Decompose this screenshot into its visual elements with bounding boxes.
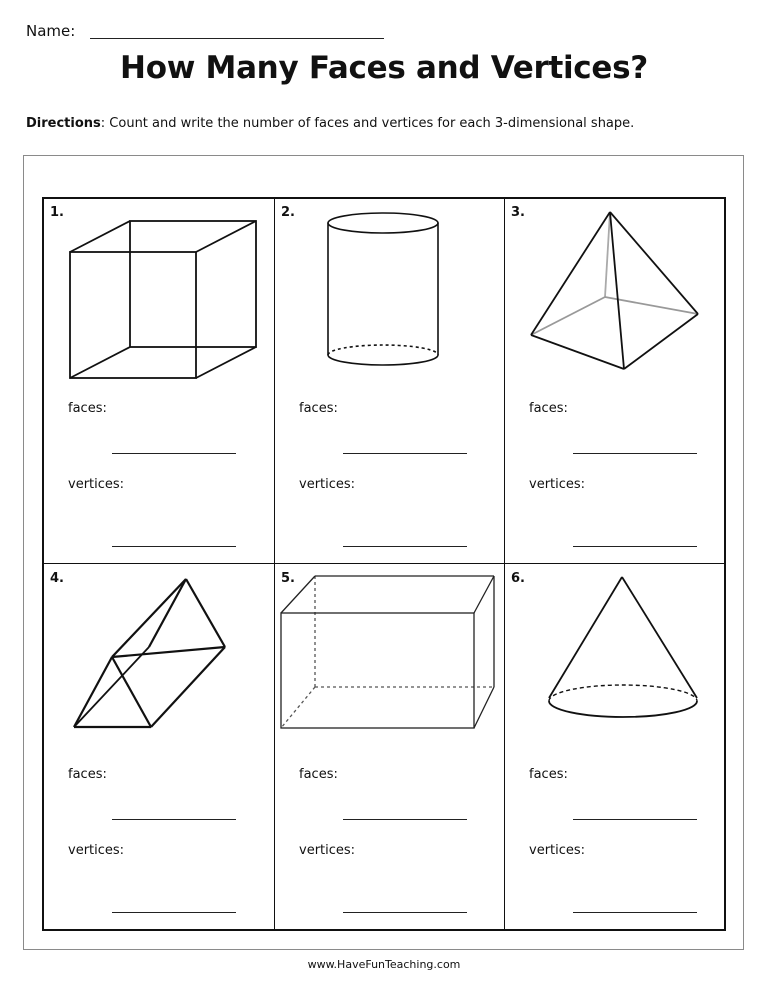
name-field[interactable] bbox=[90, 38, 384, 39]
faces-answer-line[interactable] bbox=[573, 819, 697, 820]
cone-icon bbox=[505, 565, 733, 765]
shape-card-3 bbox=[505, 199, 733, 565]
shape-card-2 bbox=[275, 199, 503, 565]
shape-card-1 bbox=[44, 199, 272, 565]
faces-label: faces: bbox=[68, 767, 107, 782]
faces-answer-line[interactable] bbox=[343, 453, 467, 454]
vertices-label: vertices: bbox=[529, 843, 586, 858]
faces-answer-line[interactable] bbox=[573, 453, 697, 454]
rectangular-prism-icon bbox=[275, 565, 503, 765]
square-pyramid-icon bbox=[505, 199, 733, 399]
shape-card-6 bbox=[505, 565, 733, 931]
name-label: Name: bbox=[26, 22, 76, 40]
page-title: How Many Faces and Vertices? bbox=[120, 50, 648, 86]
directions-label: Directions bbox=[26, 116, 101, 131]
triangular-prism-icon bbox=[44, 565, 272, 765]
shape-number: 3. bbox=[511, 205, 525, 220]
cylinder-icon bbox=[275, 199, 503, 399]
vertices-answer-line[interactable] bbox=[573, 546, 697, 547]
directions bbox=[26, 116, 634, 131]
vertices-label: vertices: bbox=[529, 477, 586, 492]
shape-number: 6. bbox=[511, 571, 525, 586]
vertices-answer-line[interactable] bbox=[112, 546, 236, 547]
faces-label: faces: bbox=[68, 401, 107, 416]
shape-number: 2. bbox=[281, 205, 295, 220]
vertices-answer-line[interactable] bbox=[343, 546, 467, 547]
shape-card-4 bbox=[44, 565, 272, 931]
faces-answer-line[interactable] bbox=[343, 819, 467, 820]
faces-label: faces: bbox=[529, 401, 568, 416]
vertices-answer-line[interactable] bbox=[343, 912, 467, 913]
shape-number: 1. bbox=[50, 205, 64, 220]
faces-label: faces: bbox=[299, 767, 338, 782]
cube-icon bbox=[44, 199, 272, 399]
faces-answer-line[interactable] bbox=[112, 819, 236, 820]
footer-url: www.HaveFunTeaching.com bbox=[307, 958, 461, 971]
faces-label: faces: bbox=[529, 767, 568, 782]
faces-answer-line[interactable] bbox=[112, 453, 236, 454]
vertices-answer-line[interactable] bbox=[112, 912, 236, 913]
vertices-label: vertices: bbox=[299, 477, 356, 492]
vertices-label: vertices: bbox=[68, 843, 125, 858]
shape-number: 4. bbox=[50, 571, 64, 586]
faces-label: faces: bbox=[299, 401, 338, 416]
vertices-label: vertices: bbox=[68, 477, 125, 492]
shape-number: 5. bbox=[281, 571, 295, 586]
vertices-answer-line[interactable] bbox=[573, 912, 697, 913]
vertices-label: vertices: bbox=[299, 843, 356, 858]
directions-text: : Count and write the number of faces and vertices for each 3-dimensional shape. bbox=[100, 116, 635, 131]
shape-card-5 bbox=[275, 565, 503, 931]
